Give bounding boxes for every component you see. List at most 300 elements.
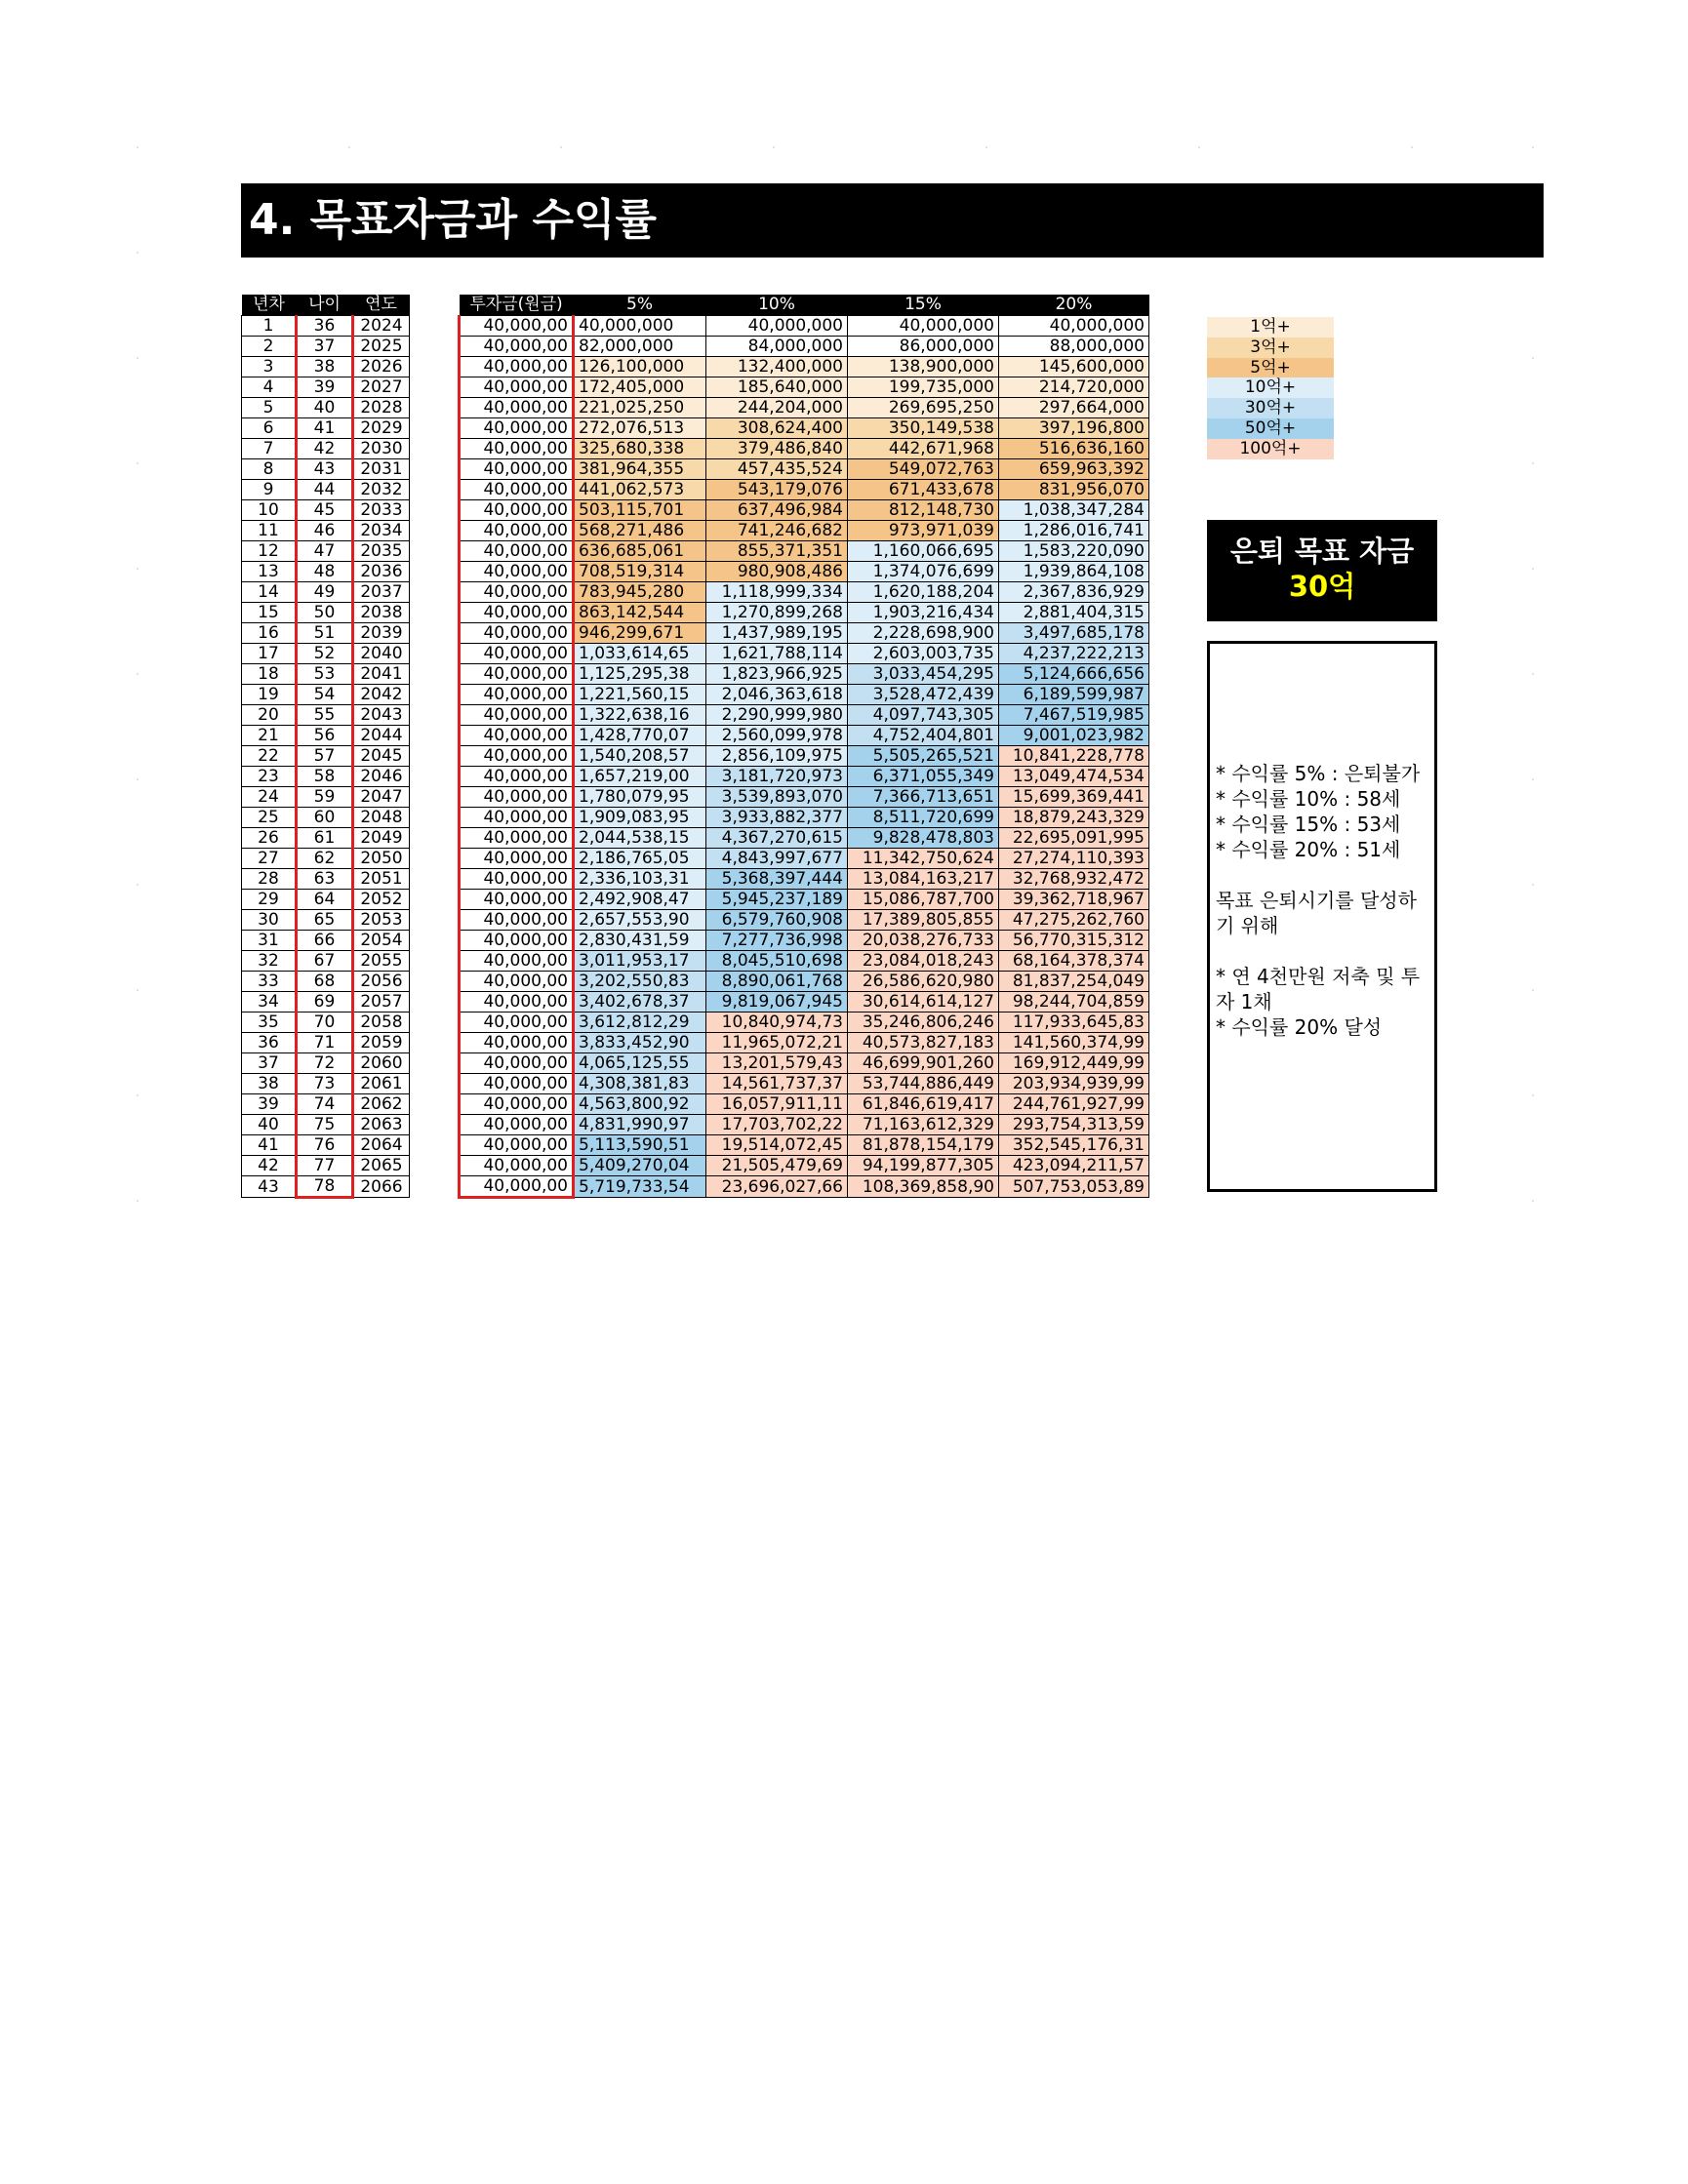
- year-index-cell: 35: [242, 1013, 297, 1033]
- balance-cell-rate-10: 17,703,702,22: [706, 1115, 848, 1135]
- year-cell: 2044: [353, 726, 410, 746]
- balance-cell-rate-15: 15,086,787,700: [848, 890, 999, 910]
- balance-cell-rate-15: 13,084,163,217: [848, 869, 999, 890]
- table-row: [242, 808, 410, 828]
- table-row: [242, 459, 410, 480]
- table-row: [460, 828, 1149, 849]
- year-age-table: [241, 295, 410, 1199]
- balance-cell-rate-10: 21,505,479,69: [706, 1156, 848, 1176]
- balance-cell-rate-10: 8,045,510,698: [706, 951, 848, 972]
- principal-cell: 40,000,00: [460, 480, 574, 500]
- year-cell: 2026: [353, 357, 410, 377]
- balance-cell-rate-5: 4,065,125,55: [574, 1053, 706, 1074]
- balance-cell-rate-10: 2,560,099,978: [706, 726, 848, 746]
- table-row: [242, 1156, 410, 1176]
- balance-cell-rate-10: 8,890,061,768: [706, 972, 848, 992]
- balance-cell-rate-5: 1,125,295,38: [574, 664, 706, 685]
- table-row: [460, 767, 1149, 787]
- year-cell: 2055: [353, 951, 410, 972]
- table-row: [460, 1074, 1149, 1094]
- balance-cell-rate-5: 2,186,765,05: [574, 849, 706, 869]
- principal-cell: 40,000,00: [460, 603, 574, 623]
- age-cell: 46: [297, 521, 353, 541]
- table-row: [460, 644, 1149, 664]
- balance-cell-rate-15: 35,246,806,246: [848, 1013, 999, 1033]
- table-row: [242, 623, 410, 644]
- balance-cell-rate-15: 30,614,614,127: [848, 992, 999, 1013]
- year-index-cell: 21: [242, 726, 297, 746]
- year-index-cell: 10: [242, 500, 297, 521]
- age-cell: 74: [297, 1094, 353, 1115]
- year-index-cell: 41: [242, 1135, 297, 1156]
- principal-cell: 40,000,00: [460, 316, 574, 337]
- principal-cell: 40,000,00: [460, 357, 574, 377]
- principal-cell: 40,000,00: [460, 398, 574, 418]
- table-row: [242, 890, 410, 910]
- table-row: [242, 1176, 410, 1198]
- table-row: [242, 1135, 410, 1156]
- principal-cell: 40,000,00: [460, 951, 574, 972]
- balance-cell-rate-10: 457,435,524: [706, 459, 848, 480]
- age-cell: 69: [297, 992, 353, 1013]
- year-index-cell: 40: [242, 1115, 297, 1135]
- note-line: * 수익률 20% : 51세: [1216, 838, 1401, 861]
- year-cell: 2066: [353, 1176, 410, 1198]
- balance-cell-rate-15: 8,511,720,699: [848, 808, 999, 828]
- principal-cell: 40,000,00: [460, 500, 574, 521]
- legend-item: 10억+: [1207, 377, 1334, 398]
- balance-cell-rate-20: 81,837,254,049: [999, 972, 1149, 992]
- balance-cell-rate-10: 308,624,400: [706, 418, 848, 439]
- age-cell: 41: [297, 418, 353, 439]
- balance-cell-rate-5: 783,945,280: [574, 582, 706, 603]
- table-row: [242, 910, 410, 931]
- balance-cell-rate-15: 1,620,188,204: [848, 582, 999, 603]
- year-cell: 2043: [353, 705, 410, 726]
- table-row: [242, 787, 410, 808]
- color-legend: [1207, 317, 1334, 459]
- balance-cell-rate-15: 81,878,154,179: [848, 1135, 999, 1156]
- year-index-cell: 9: [242, 480, 297, 500]
- age-cell: 45: [297, 500, 353, 521]
- table-row: [242, 664, 410, 685]
- balance-cell-rate-5: 3,833,452,90: [574, 1033, 706, 1053]
- year-cell: 2024: [353, 316, 410, 337]
- year-cell: 2057: [353, 992, 410, 1013]
- table-row: [460, 808, 1149, 828]
- table-row: [460, 685, 1149, 705]
- age-cell: 53: [297, 664, 353, 685]
- table-row: [460, 951, 1149, 972]
- balance-cell-rate-5: 441,062,573: [574, 480, 706, 500]
- table-row: [242, 562, 410, 582]
- principal-cell: 40,000,00: [460, 849, 574, 869]
- balance-cell-rate-10: 3,933,882,377: [706, 808, 848, 828]
- principal-cell: 40,000,00: [460, 664, 574, 685]
- principal-cell: 40,000,00: [460, 582, 574, 603]
- balance-cell-rate-20: 2,367,836,929: [999, 582, 1149, 603]
- age-cell: 49: [297, 582, 353, 603]
- principal-cell: 40,000,00: [460, 377, 574, 398]
- year-cell: 2038: [353, 603, 410, 623]
- age-cell: 73: [297, 1074, 353, 1094]
- table-row: [460, 664, 1149, 685]
- balance-cell-rate-5: 1,909,083,95: [574, 808, 706, 828]
- age-cell: 78: [297, 1176, 353, 1198]
- note-line: * 연 4천만원 저축 및 투자 1채: [1216, 965, 1421, 1013]
- table-row: [242, 1013, 410, 1033]
- table-row: [242, 316, 410, 337]
- header-age: 나이: [297, 295, 353, 316]
- balance-cell-rate-15: 9,828,478,803: [848, 828, 999, 849]
- balance-cell-rate-10: 1,621,788,114: [706, 644, 848, 664]
- balance-cell-rate-5: 2,336,103,31: [574, 869, 706, 890]
- table-row: [242, 972, 410, 992]
- principal-cell: 40,000,00: [460, 808, 574, 828]
- table-row: [460, 972, 1149, 992]
- balance-cell-rate-20: 22,695,091,995: [999, 828, 1149, 849]
- principal-cell: 40,000,00: [460, 685, 574, 705]
- age-cell: 56: [297, 726, 353, 746]
- balance-cell-rate-10: 9,819,067,945: [706, 992, 848, 1013]
- principal-cell: 40,000,00: [460, 623, 574, 644]
- age-cell: 39: [297, 377, 353, 398]
- table-row: [460, 726, 1149, 746]
- principal-cell: 40,000,00: [460, 1176, 574, 1198]
- balance-cell-rate-5: 1,540,208,57: [574, 746, 706, 767]
- table-row: [242, 951, 410, 972]
- table-row: [460, 746, 1149, 767]
- year-index-cell: 18: [242, 664, 297, 685]
- year-index-cell: 39: [242, 1094, 297, 1115]
- balance-cell-rate-15: 1,903,216,434: [848, 603, 999, 623]
- balance-cell-rate-15: 40,573,827,183: [848, 1033, 999, 1053]
- table-row: [460, 439, 1149, 459]
- balance-cell-rate-20: 40,000,000: [999, 316, 1149, 337]
- balance-cell-rate-15: 3,033,454,295: [848, 664, 999, 685]
- table-row: [460, 1053, 1149, 1074]
- table-row: [242, 644, 410, 664]
- balance-cell-rate-5: 4,831,990,97: [574, 1115, 706, 1135]
- page-title: 4. 목표자금과 수익률: [241, 183, 1544, 258]
- note-line: * 수익률 15% : 53세: [1216, 813, 1401, 836]
- age-cell: 60: [297, 808, 353, 828]
- age-cell: 38: [297, 357, 353, 377]
- balance-cell-rate-20: 88,000,000: [999, 337, 1149, 357]
- table-row: [460, 541, 1149, 562]
- age-cell: 55: [297, 705, 353, 726]
- balance-cell-rate-20: 397,196,800: [999, 418, 1149, 439]
- header-rate-15: 15%: [848, 295, 999, 316]
- balance-cell-rate-20: 68,164,378,374: [999, 951, 1149, 972]
- age-cell: 71: [297, 1033, 353, 1053]
- balance-cell-rate-10: 980,908,486: [706, 562, 848, 582]
- balance-cell-rate-5: 381,964,355: [574, 459, 706, 480]
- year-index-cell: 8: [242, 459, 297, 480]
- balance-cell-rate-20: 47,275,262,760: [999, 910, 1149, 931]
- year-cell: 2061: [353, 1074, 410, 1094]
- principal-cell: 40,000,00: [460, 1074, 574, 1094]
- header-year: 연도: [353, 295, 410, 316]
- balance-cell-rate-15: 11,342,750,624: [848, 849, 999, 869]
- year-index-cell: 2: [242, 337, 297, 357]
- table-row: [242, 439, 410, 459]
- table-row: [242, 1033, 410, 1053]
- age-cell: 50: [297, 603, 353, 623]
- table-row: [242, 705, 410, 726]
- age-cell: 65: [297, 910, 353, 931]
- balance-cell-rate-20: 1,038,347,284: [999, 500, 1149, 521]
- balance-cell-rate-15: 20,038,276,733: [848, 931, 999, 951]
- age-cell: 63: [297, 869, 353, 890]
- principal-cell: 40,000,00: [460, 1053, 574, 1074]
- table-row: [460, 1176, 1149, 1198]
- year-index-cell: 16: [242, 623, 297, 644]
- balance-cell-rate-5: 221,025,250: [574, 398, 706, 418]
- balance-cell-rate-15: 6,371,055,349: [848, 767, 999, 787]
- principal-cell: 40,000,00: [460, 746, 574, 767]
- year-index-cell: 28: [242, 869, 297, 890]
- balance-cell-rate-10: 10,840,974,73: [706, 1013, 848, 1033]
- balance-cell-rate-5: 636,685,061: [574, 541, 706, 562]
- table-row: [242, 869, 410, 890]
- year-index-cell: 5: [242, 398, 297, 418]
- year-cell: 2063: [353, 1115, 410, 1135]
- principal-cell: 40,000,00: [460, 931, 574, 951]
- age-cell: 43: [297, 459, 353, 480]
- year-cell: 2049: [353, 828, 410, 849]
- table-row: [460, 1094, 1149, 1115]
- table-row: [460, 459, 1149, 480]
- table-row: [242, 1053, 410, 1074]
- year-cell: 2046: [353, 767, 410, 787]
- balance-cell-rate-20: 4,237,222,213: [999, 644, 1149, 664]
- table-row: [242, 931, 410, 951]
- table-row: [460, 890, 1149, 910]
- balance-cell-rate-20: 18,879,243,329: [999, 808, 1149, 828]
- balance-cell-rate-15: 4,097,743,305: [848, 705, 999, 726]
- year-index-cell: 24: [242, 787, 297, 808]
- balance-cell-rate-20: 352,545,176,31: [999, 1135, 1149, 1156]
- balance-cell-rate-10: 6,579,760,908: [706, 910, 848, 931]
- balance-cell-rate-15: 350,149,538: [848, 418, 999, 439]
- year-index-cell: 31: [242, 931, 297, 951]
- year-index-cell: 23: [242, 767, 297, 787]
- age-cell: 72: [297, 1053, 353, 1074]
- balance-cell-rate-5: 5,113,590,51: [574, 1135, 706, 1156]
- principal-cell: 40,000,00: [460, 644, 574, 664]
- table-row: [242, 685, 410, 705]
- age-cell: 68: [297, 972, 353, 992]
- table-row: [242, 357, 410, 377]
- year-cell: 2027: [353, 377, 410, 398]
- balance-cell-rate-5: 1,428,770,07: [574, 726, 706, 746]
- principal-cell: 40,000,00: [460, 1115, 574, 1135]
- balance-cell-rate-5: 946,299,671: [574, 623, 706, 644]
- table-row: [460, 705, 1149, 726]
- balance-cell-rate-10: 84,000,000: [706, 337, 848, 357]
- year-cell: 2053: [353, 910, 410, 931]
- legend-item: 1억+: [1207, 317, 1334, 338]
- balance-cell-rate-20: 98,244,704,859: [999, 992, 1149, 1013]
- table-row: [460, 869, 1149, 890]
- year-index-cell: 37: [242, 1053, 297, 1074]
- table-row: [460, 1013, 1149, 1033]
- balance-cell-rate-15: 108,369,858,90: [848, 1176, 999, 1198]
- year-cell: 2036: [353, 562, 410, 582]
- table-row: [460, 1135, 1149, 1156]
- table-row: [460, 521, 1149, 541]
- table-row: [460, 931, 1149, 951]
- age-cell: 59: [297, 787, 353, 808]
- balance-cell-rate-15: 61,846,619,417: [848, 1094, 999, 1115]
- year-cell: 2054: [353, 931, 410, 951]
- year-index-cell: 34: [242, 992, 297, 1013]
- year-index-cell: 14: [242, 582, 297, 603]
- balance-cell-rate-15: 23,084,018,243: [848, 951, 999, 972]
- year-index-cell: 27: [242, 849, 297, 869]
- year-cell: 2032: [353, 480, 410, 500]
- balance-cell-rate-5: 2,657,553,90: [574, 910, 706, 931]
- balance-cell-rate-10: 3,181,720,973: [706, 767, 848, 787]
- table-row: [460, 398, 1149, 418]
- balance-cell-rate-15: 26,586,620,980: [848, 972, 999, 992]
- year-index-cell: 20: [242, 705, 297, 726]
- balance-cell-rate-10: 23,696,027,66: [706, 1176, 848, 1198]
- age-cell: 54: [297, 685, 353, 705]
- age-cell: 51: [297, 623, 353, 644]
- table-row: [460, 1156, 1149, 1176]
- year-cell: 2029: [353, 418, 410, 439]
- year-cell: 2040: [353, 644, 410, 664]
- balance-cell-rate-5: 5,719,733,54: [574, 1176, 706, 1198]
- principal-cell: 40,000,00: [460, 418, 574, 439]
- age-cell: 66: [297, 931, 353, 951]
- balance-cell-rate-15: 3,528,472,439: [848, 685, 999, 705]
- table-row: [460, 787, 1149, 808]
- principal-cell: 40,000,00: [460, 521, 574, 541]
- principal-cell: 40,000,00: [460, 1013, 574, 1033]
- balance-cell-rate-5: 3,612,812,29: [574, 1013, 706, 1033]
- balance-cell-rate-10: 244,204,000: [706, 398, 848, 418]
- balance-cell-rate-15: 1,160,066,695: [848, 541, 999, 562]
- balance-cell-rate-10: 13,201,579,43: [706, 1053, 848, 1074]
- header-rate-5: 5%: [574, 295, 706, 316]
- balance-cell-rate-15: 17,389,805,855: [848, 910, 999, 931]
- year-index-cell: 17: [242, 644, 297, 664]
- year-index-cell: 4: [242, 377, 297, 398]
- balance-cell-rate-10: 16,057,911,11: [706, 1094, 848, 1115]
- balance-cell-rate-20: 27,274,110,393: [999, 849, 1149, 869]
- age-cell: 70: [297, 1013, 353, 1033]
- age-cell: 37: [297, 337, 353, 357]
- balance-cell-rate-5: 172,405,000: [574, 377, 706, 398]
- table-row: [460, 910, 1149, 931]
- year-cell: 2031: [353, 459, 410, 480]
- legend-item: 50억+: [1207, 418, 1334, 439]
- year-index-cell: 19: [242, 685, 297, 705]
- balance-cell-rate-5: 503,115,701: [574, 500, 706, 521]
- age-cell: 57: [297, 746, 353, 767]
- year-cell: 2062: [353, 1094, 410, 1115]
- year-index-cell: 11: [242, 521, 297, 541]
- balance-cell-rate-20: 15,699,369,441: [999, 787, 1149, 808]
- balance-cell-rate-10: 11,965,072,21: [706, 1033, 848, 1053]
- balance-cell-rate-5: 4,308,381,83: [574, 1074, 706, 1094]
- balance-cell-rate-15: 2,228,698,900: [848, 623, 999, 644]
- table-row: [242, 992, 410, 1013]
- balance-cell-rate-15: 71,163,612,329: [848, 1115, 999, 1135]
- table-row: [460, 316, 1149, 337]
- balance-cell-rate-20: 2,881,404,315: [999, 603, 1149, 623]
- header-year-index: 년차: [242, 295, 297, 316]
- balance-cell-rate-5: 2,044,538,15: [574, 828, 706, 849]
- balance-cell-rate-5: 2,830,431,59: [574, 931, 706, 951]
- year-cell: 2050: [353, 849, 410, 869]
- balance-cell-rate-15: 1,374,076,699: [848, 562, 999, 582]
- year-cell: 2056: [353, 972, 410, 992]
- table-row: [460, 603, 1149, 623]
- balance-cell-rate-15: 138,900,000: [848, 357, 999, 377]
- balance-cell-rate-10: 637,496,984: [706, 500, 848, 521]
- year-index-cell: 32: [242, 951, 297, 972]
- table-row: [242, 521, 410, 541]
- principal-cell: 40,000,00: [460, 787, 574, 808]
- balance-cell-rate-5: 708,519,314: [574, 562, 706, 582]
- balance-cell-rate-5: 5,409,270,04: [574, 1156, 706, 1176]
- balance-cell-rate-10: 19,514,072,45: [706, 1135, 848, 1156]
- principal-cell: 40,000,00: [460, 459, 574, 480]
- balance-cell-rate-10: 3,539,893,070: [706, 787, 848, 808]
- balance-cell-rate-20: 13,049,474,534: [999, 767, 1149, 787]
- year-cell: 2058: [353, 1013, 410, 1033]
- balance-cell-rate-10: 1,823,966,925: [706, 664, 848, 685]
- table-row: [460, 500, 1149, 521]
- balance-cell-rate-10: 1,270,899,268: [706, 603, 848, 623]
- balance-cell-rate-5: 863,142,544: [574, 603, 706, 623]
- age-cell: 76: [297, 1135, 353, 1156]
- principal-cell: 40,000,00: [460, 828, 574, 849]
- year-cell: 2051: [353, 869, 410, 890]
- table-row: [242, 1094, 410, 1115]
- balance-cell-rate-5: 4,563,800,92: [574, 1094, 706, 1115]
- table-row: [242, 582, 410, 603]
- balance-cell-rate-20: 145,600,000: [999, 357, 1149, 377]
- age-cell: 48: [297, 562, 353, 582]
- balance-cell-rate-20: 507,753,053,89: [999, 1176, 1149, 1198]
- balance-cell-rate-5: 1,033,614,65: [574, 644, 706, 664]
- year-index-cell: 12: [242, 541, 297, 562]
- principal-cell: 40,000,00: [460, 972, 574, 992]
- balance-cell-rate-10: 855,371,351: [706, 541, 848, 562]
- balance-cell-rate-15: 2,603,003,735: [848, 644, 999, 664]
- balance-cell-rate-5: 325,680,338: [574, 439, 706, 459]
- table-row: [460, 562, 1149, 582]
- balance-cell-rate-15: 671,433,678: [848, 480, 999, 500]
- table-row: [242, 398, 410, 418]
- age-cell: 62: [297, 849, 353, 869]
- table-row: [460, 1033, 1149, 1053]
- balance-cell-rate-10: 2,290,999,980: [706, 705, 848, 726]
- balance-cell-rate-20: 1,286,016,741: [999, 521, 1149, 541]
- balance-cell-rate-10: 5,945,237,189: [706, 890, 848, 910]
- table-row: [242, 746, 410, 767]
- balance-cell-rate-10: 1,437,989,195: [706, 623, 848, 644]
- table-row: [242, 828, 410, 849]
- header-principal: 투자금(원금): [460, 295, 574, 316]
- balance-cell-rate-15: 812,148,730: [848, 500, 999, 521]
- goal-amount: 30억: [1288, 570, 1356, 603]
